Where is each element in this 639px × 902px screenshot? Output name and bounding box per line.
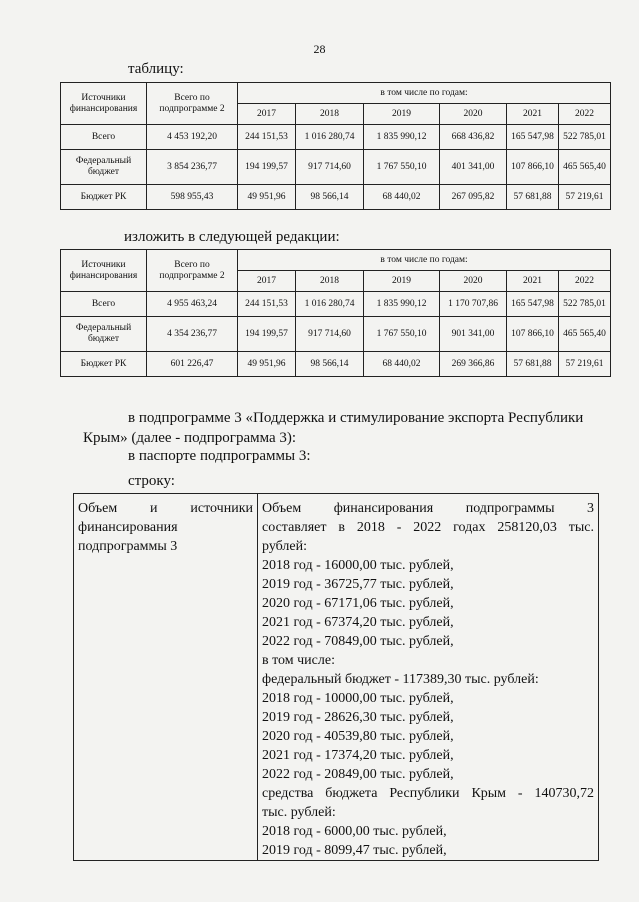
row-total: 601 226,47 (147, 352, 238, 377)
header-year: 2021 (507, 104, 559, 125)
paragraph-subprogram-3: в подпрограмме 3 «Поддержка и стимулирование экспорта Республики (128, 410, 584, 426)
intro-label: таблицу: (128, 61, 184, 77)
row-value: 522 785,01 (559, 125, 611, 150)
passport-label-cell (74, 494, 258, 861)
header-year: 2020 (440, 271, 507, 292)
passport-value-line: 2022 год - 20849,00 тыс. рублей, (262, 767, 454, 782)
row-source: Всего (61, 292, 147, 317)
table-row (61, 317, 611, 352)
row-value: 465 565,40 (559, 317, 611, 352)
header-total: Всего по подпрограмме 2 (147, 83, 238, 125)
row-source: Федеральный бюджет (61, 317, 147, 352)
passport-value-line: 2021 год - 67374,20 тыс. рублей, (262, 615, 454, 630)
header-year: 2019 (364, 104, 440, 125)
header-year: 2020 (440, 104, 507, 125)
row-source: Всего (61, 125, 147, 150)
row-source: Бюджет РК (61, 185, 147, 210)
row-value: 401 341,00 (440, 150, 507, 185)
passport-value-line: 2020 год - 40539,80 тыс. рублей, (262, 729, 454, 744)
row-value: 1 835 990,12 (364, 292, 440, 317)
funding-table-revised (60, 249, 611, 377)
passport-value-line: Объем финансирования подпрограммы 3 (262, 501, 594, 516)
row-value: 1 835 990,12 (364, 125, 440, 150)
row-value: 107 866,10 (507, 317, 559, 352)
row-value: 98 566,14 (296, 185, 364, 210)
header-year: 2022 (559, 271, 611, 292)
table-row (61, 150, 611, 185)
passport-label-line: подпрограммы 3 (78, 539, 178, 554)
row-value: 57 219,61 (559, 352, 611, 377)
row-value: 107 866,10 (507, 150, 559, 185)
row-value: 465 565,40 (559, 150, 611, 185)
passport-value-line: 2022 год - 70849,00 тыс. рублей, (262, 634, 454, 649)
header-year: 2017 (238, 271, 296, 292)
header-year: 2017 (238, 104, 296, 125)
row-value: 244 151,53 (238, 292, 296, 317)
row-value: 57 681,88 (507, 352, 559, 377)
row-value: 68 440,02 (364, 185, 440, 210)
row-value: 1 170 707,86 (440, 292, 507, 317)
page-number: 28 (313, 42, 326, 56)
row-value: 68 440,02 (364, 352, 440, 377)
table-row (61, 292, 611, 317)
header-source: Источники финансирования (61, 250, 147, 292)
header-year: 2021 (507, 271, 559, 292)
funding-table-original (60, 82, 611, 210)
row-value: 165 547,98 (507, 292, 559, 317)
passport-value-line: 2018 год - 16000,00 тыс. рублей, (262, 558, 454, 573)
row-value: 49 951,96 (238, 352, 296, 377)
row-value: 194 199,57 (238, 150, 296, 185)
row-value: 194 199,57 (238, 317, 296, 352)
row-value: 1 016 280,74 (296, 292, 364, 317)
row-value: 901 341,00 (440, 317, 507, 352)
header-source: Источники финансирования (61, 83, 147, 125)
row-value: 1 767 550,10 (364, 317, 440, 352)
passport-value-line: средства бюджета Республики Крым - 140730,72 (262, 786, 594, 801)
passport-value-line: 2020 год - 67171,06 тыс. рублей, (262, 596, 454, 611)
row-value: 522 785,01 (559, 292, 611, 317)
passport-label-line: финансирования (78, 520, 178, 535)
passport-value-line: в том числе: (262, 653, 335, 668)
passport-label-line: Объем и источники (78, 501, 253, 516)
row-value: 165 547,98 (507, 125, 559, 150)
row-value: 1 767 550,10 (364, 150, 440, 185)
passport-value-line: 2019 год - 8099,47 тыс. рублей, (262, 843, 447, 858)
passport-value-line: 2018 год - 6000,00 тыс. рублей, (262, 824, 447, 839)
passport-value-line: 2018 год - 10000,00 тыс. рублей, (262, 691, 454, 706)
row-value: 57 681,88 (507, 185, 559, 210)
restate-label: изложить в следующей редакции: (124, 229, 340, 245)
row-value: 49 951,96 (238, 185, 296, 210)
row-source: Федеральный бюджет (61, 150, 147, 185)
table-row (61, 185, 611, 210)
paragraph-subprogram-3-cont: Крым» (далее - подпрограмма 3): (83, 430, 297, 446)
row-source: Бюджет РК (61, 352, 147, 377)
passport-value-line: федеральный бюджет - 117389,30 тыс. рублей: (262, 672, 539, 687)
table-row (61, 125, 611, 150)
passport-value-line: 2021 год - 17374,20 тыс. рублей, (262, 748, 454, 763)
header-year: 2019 (364, 271, 440, 292)
passport-value-line: 2019 год - 28626,30 тыс. рублей, (262, 710, 454, 725)
row-value: 267 095,82 (440, 185, 507, 210)
passport-value-line: 2019 год - 36725,77 тыс. рублей, (262, 577, 454, 592)
row-value: 244 151,53 (238, 125, 296, 150)
passport-value-line: тыс. рублей: (262, 805, 336, 820)
table-row (61, 352, 611, 377)
header-year: 2018 (296, 104, 364, 125)
passport-value-line: рублей: (262, 539, 307, 554)
header-year: 2022 (559, 104, 611, 125)
row-total: 4 955 463,24 (147, 292, 238, 317)
row-value: 269 366,86 (440, 352, 507, 377)
paragraph-passport: в паспорте подпрограммы 3: (128, 448, 311, 464)
row-value: 98 566,14 (296, 352, 364, 377)
paragraph-row: строку: (128, 473, 175, 489)
row-total: 4 453 192,20 (147, 125, 238, 150)
row-value: 917 714,60 (296, 317, 364, 352)
header-by-years: в том числе по годам: (238, 83, 611, 104)
row-value: 1 016 280,74 (296, 125, 364, 150)
passport-value-cell (258, 494, 599, 861)
header-year: 2018 (296, 271, 364, 292)
row-value: 668 436,82 (440, 125, 507, 150)
row-value: 57 219,61 (559, 185, 611, 210)
row-total: 598 955,43 (147, 185, 238, 210)
row-total: 4 354 236,77 (147, 317, 238, 352)
header-by-years: в том числе по годам: (238, 250, 611, 271)
row-value: 917 714,60 (296, 150, 364, 185)
header-total: Всего по подпрограмме 2 (147, 250, 238, 292)
row-total: 3 854 236,77 (147, 150, 238, 185)
passport-value-line: составляет в 2018 - 2022 годах 258120,03 тыс. (262, 520, 594, 535)
passport-table (73, 493, 599, 861)
